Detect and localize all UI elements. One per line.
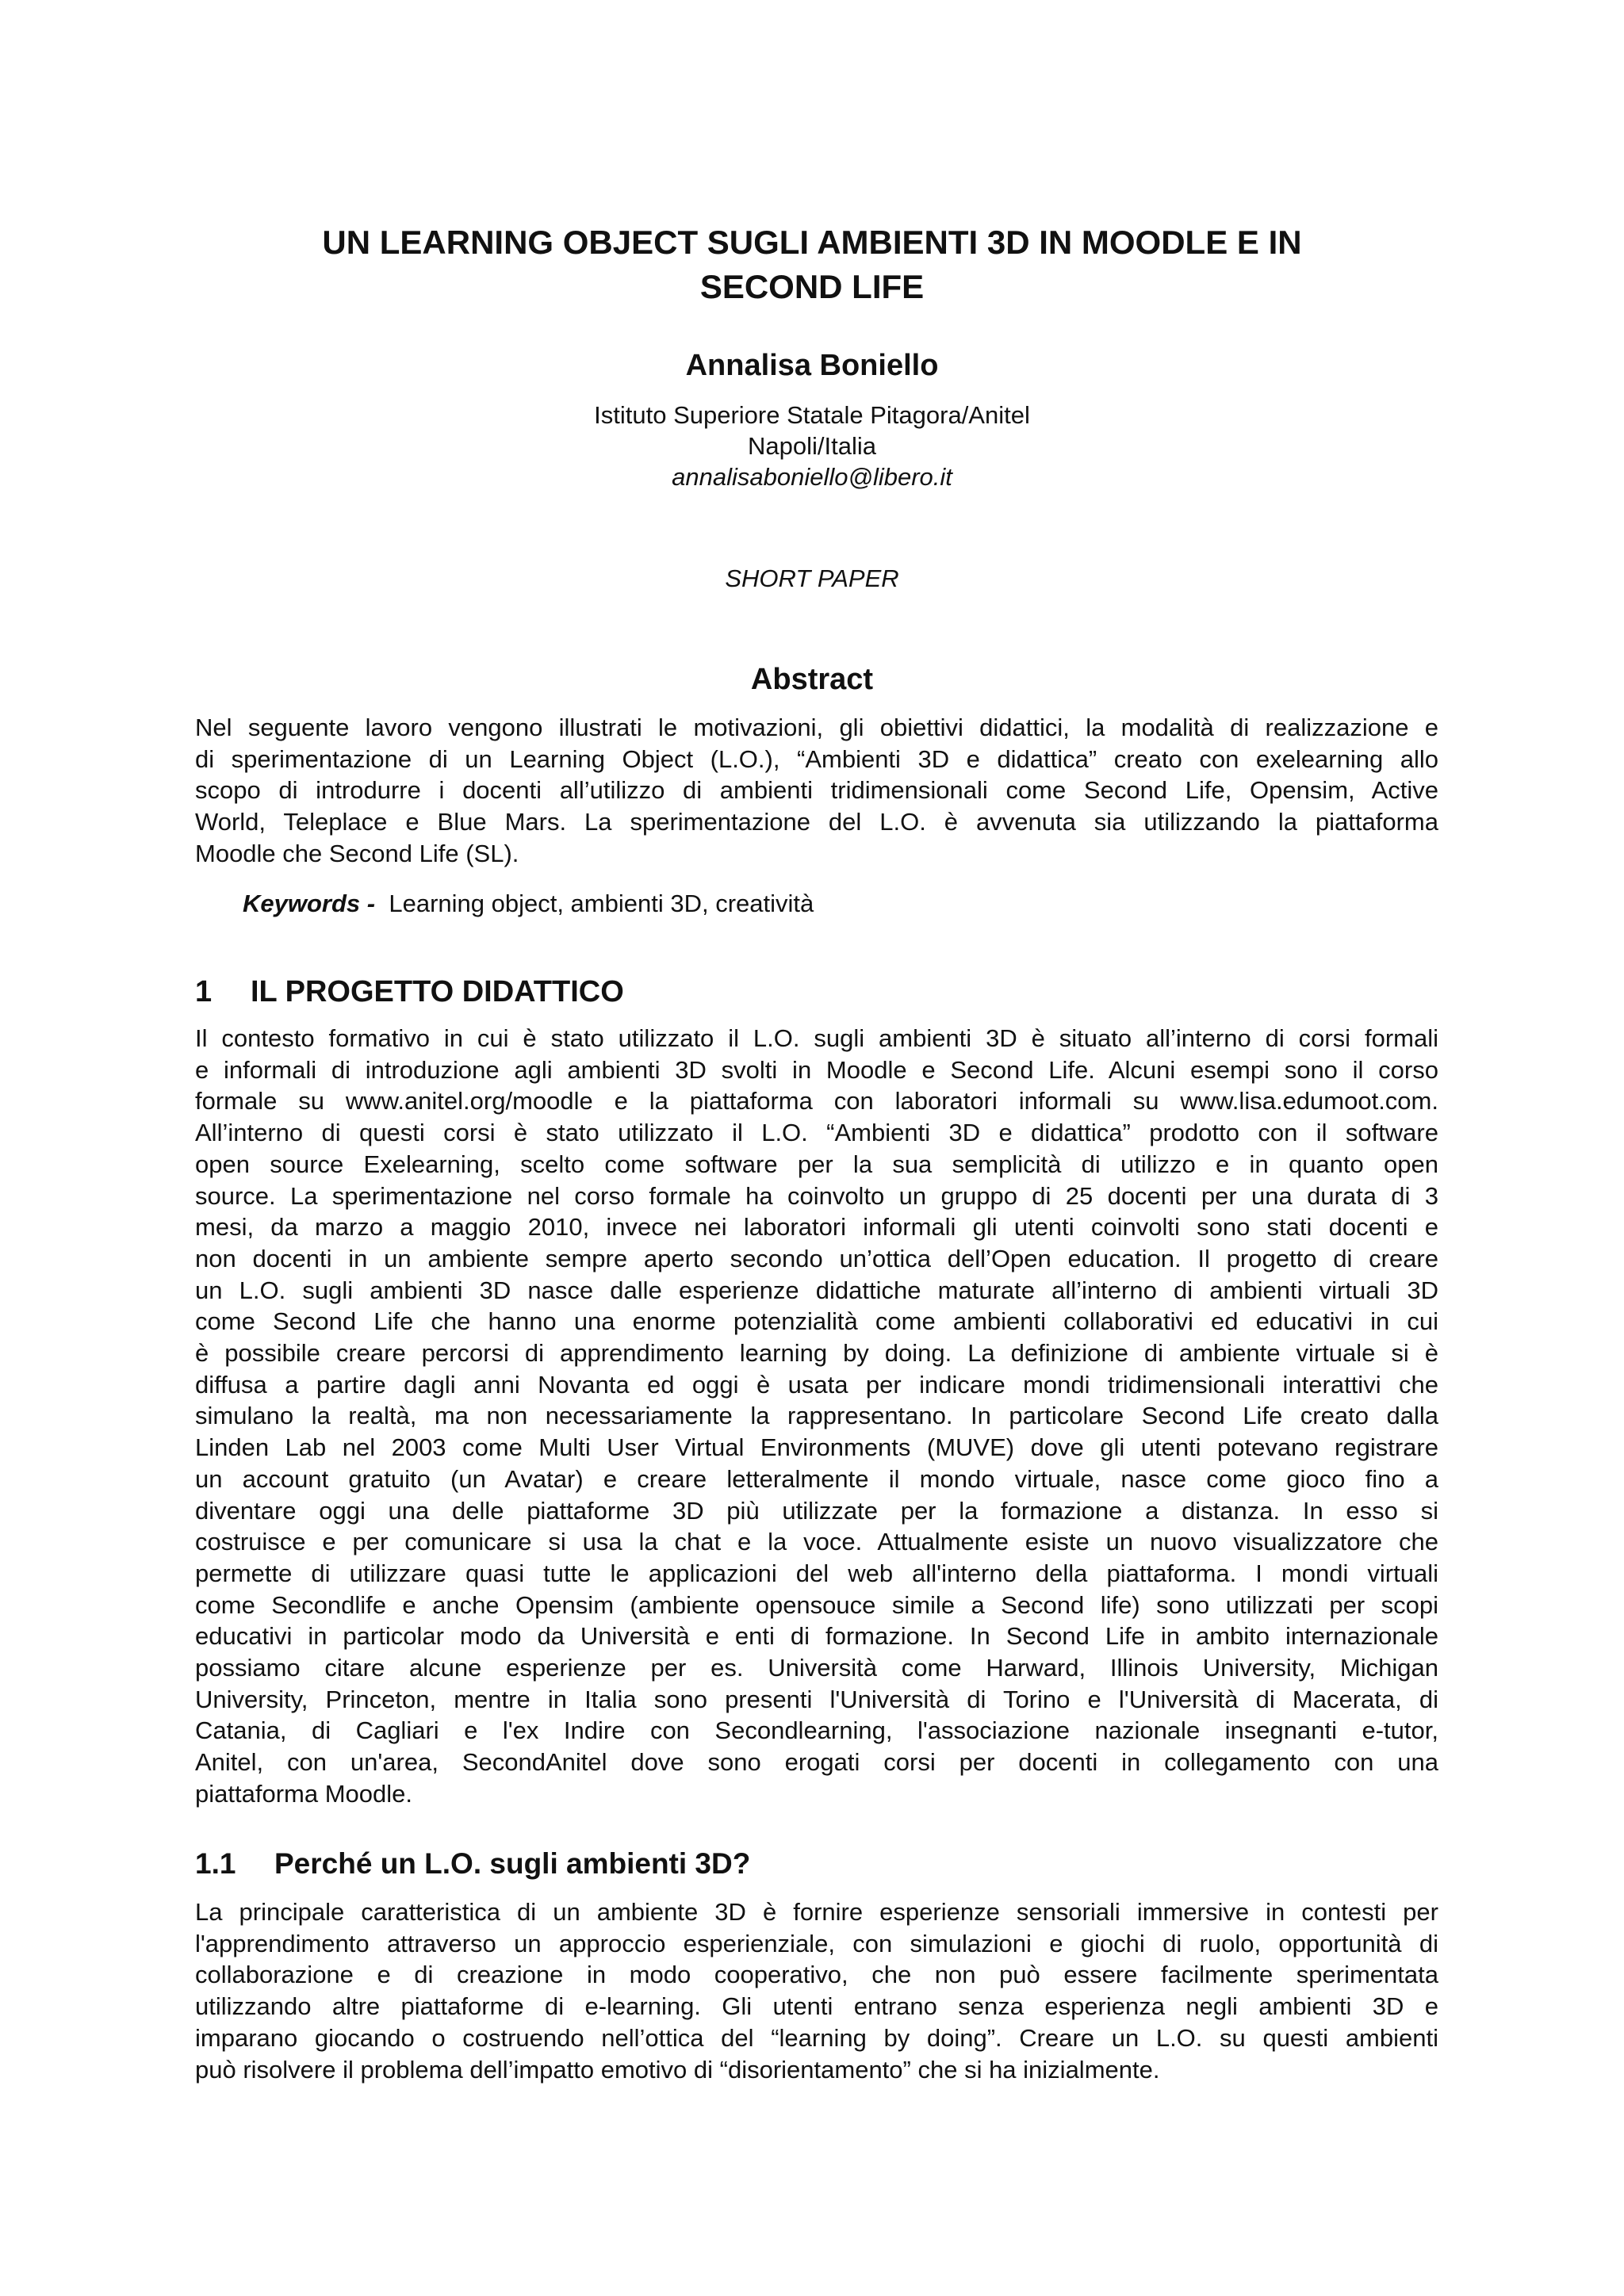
text-line: simulano la realtà, ma non necessariamente la rappresentano. In particolare Second Life creato dalla	[195, 1402, 1438, 1430]
text-line: University, Princeton, mentre in Italia sono presenti l'Università di Torino e l'Università di Macerata, di	[195, 1685, 1438, 1713]
abstract-body	[195, 712, 1438, 870]
abstract-heading: Abstract	[750, 663, 874, 696]
keywords	[243, 888, 814, 920]
title-line-1: UN LEARNING OBJECT SUGLI AMBIENTI 3D IN MOODLE E IN	[322, 224, 1302, 261]
section-1-number: 1	[195, 975, 213, 1008]
text-line: costruisce e per comunicare si usa la chat e la voce. Attualmente esiste un nuovo visualizzatore che	[195, 1528, 1438, 1556]
author-name: Annalisa Boniello	[685, 349, 939, 382]
text-line: scopo di introdurre i docenti all’utilizzo di ambienti tridimensionali come Second Life, Opensim, Active	[195, 776, 1438, 805]
section-1-heading	[195, 972, 624, 1012]
text-line: World, Teleplace e Blue Mars. La sperimentazione del L.O. è avvenuta sia utilizzando la piattaforma	[195, 808, 1438, 836]
text-line: Anitel, con un'area, SecondAnitel dove sono erogati corsi per docenti in collegamento con una	[195, 1748, 1438, 1777]
section-1-1-number: 1.1	[195, 1847, 236, 1880]
section-1-1-heading	[195, 1844, 750, 1884]
text-line: un account gratuito (un Avatar) e creare letteralmente il mondo virtuale, nasce come gioco fino a	[195, 1464, 1438, 1493]
section-1-1-body	[195, 1896, 1438, 2085]
paper-title	[195, 220, 1429, 309]
text-line: All’interno di questi corsi è stato utilizzato il L.O. “Ambienti 3D e didattica” prodotto con il software	[195, 1119, 1438, 1147]
text-line: l'apprendimento attraverso un approccio esperienziale, con simulazioni e giochi di ruolo, opportunità di	[195, 1929, 1438, 1957]
author-email: annalisaboniello@libero.it	[672, 463, 952, 491]
keywords-label: Keywords -	[243, 890, 376, 917]
paper-type-label: SHORT PAPER	[725, 564, 899, 592]
section-1-body	[195, 1023, 1438, 1810]
text-line: piattaforma Moodle.	[195, 1779, 412, 1808]
text-line: La principale caratteristica di un ambiente 3D è fornire esperienze sensoriali immersive in contesti per	[195, 1898, 1438, 1926]
text-line: può risolvere il problema dell’impatto emotivo di “disorientamento” che si ha inizialmente.	[195, 2055, 1160, 2084]
text-line: non docenti in un ambiente sempre aperto secondo un’ottica dell’Open education. Il progetto di creare	[195, 1244, 1438, 1272]
text-line: collaborazione e di creazione in modo cooperativo, che non può essere facilmente sperimentata	[195, 1961, 1438, 1989]
text-line: formale su www.anitel.org/moodle e la piattaforma con laboratori informali su www.lisa.edumoot.com.	[195, 1087, 1438, 1115]
text-line: permette di utilizzare quasi tutte le applicazioni del web all'interno della piattaforma. I mondi virtuali	[195, 1559, 1438, 1587]
text-line: source. La sperimentazione nel corso formale ha coinvolto un gruppo di 25 docenti per una durata di 3	[195, 1181, 1438, 1210]
text-line: Nel seguente lavoro vengono illustrati le motivazioni, gli obiettivi didattici, la modalità di realizzazione e	[195, 714, 1438, 741]
section-1-title: IL PROGETTO DIDATTICO	[251, 975, 624, 1008]
text-line: educativi in particolar modo da Università e enti di formazione. In Second Life in ambito internazionale	[195, 1622, 1438, 1651]
text-line: e informali di introduzione agli ambienti 3D svolti in Moodle e Second Life. Alcuni esempi sono il corso	[195, 1055, 1438, 1084]
text-line: un L.O. sugli ambienti 3D nasce dalle esperienze didattiche maturate all’interno di ambienti virtuali 3D	[195, 1276, 1438, 1304]
text-line: diventare oggi una delle piattaforme 3D più utilizzate per la formazione a distanza. In esso si	[195, 1496, 1438, 1525]
keywords-text: Learning object, ambienti 3D, creatività	[389, 890, 814, 917]
text-line: imparano giocando o costruendo nell’ottica del “learning by doing”. Creare un L.O. su questi ambienti	[195, 2023, 1438, 2052]
text-line: open source Exelearning, scelto come software per la sua semplicità di utilizzo e in quanto open	[195, 1150, 1438, 1178]
text-line: possiamo citare alcune esperienze per es. Università come Harward, Illinois University, Michigan	[195, 1654, 1438, 1682]
title-line-2: SECOND LIFE	[699, 268, 925, 305]
text-line: Catania, di Cagliari e l'ex Indire con Secondlearning, l'associazione nazionale insegnanti e-tutor,	[195, 1716, 1438, 1745]
text-line: Il contesto formativo in cui è stato utilizzato il L.O. sugli ambienti 3D è situato all’interno di corsi formali	[195, 1024, 1438, 1052]
affiliation-location: Napoli/Italia	[748, 432, 876, 460]
text-line: di sperimentazione di un Learning Object (L.O.), “Ambienti 3D e didattica” creato con exelearning allo	[195, 744, 1438, 773]
text-line: mesi, da marzo a maggio 2010, invece nei laboratori informali gli utenti coinvolti sono stati docenti e	[195, 1213, 1438, 1242]
section-1-1-title: Perché un L.O. sugli ambienti 3D?	[274, 1847, 751, 1880]
text-line: è possibile creare percorsi di apprendimento learning by doing. La definizione di ambiente virtuale si è	[195, 1339, 1438, 1368]
text-line: come Secondlife e anche Opensim (ambiente opensouce simile a Second life) sono utilizzati per scopi	[195, 1590, 1438, 1619]
text-line: Linden Lab nel 2003 come Multi User Virtual Environments (MUVE) dove gli utenti potevano registrare	[195, 1433, 1438, 1462]
affiliation-institute: Istituto Superiore Statale Pitagora/Anitel	[594, 401, 1030, 429]
text-line: come Second Life che hanno una enorme potenzialità come ambienti collaborativi ed educativi in cui	[195, 1307, 1438, 1336]
text-line: diffusa a partire dagli anni Novanta ed oggi è usata per indicare mondi tridimensionali interattivi che	[195, 1370, 1438, 1399]
text-line: Moodle che Second Life (SL).	[195, 839, 519, 867]
text-line: utilizzando altre piattaforme di e-learning. Gli utenti entrano senza esperienza negli ambienti 3D e	[195, 1992, 1438, 2021]
author-affiliation	[195, 400, 1429, 492]
